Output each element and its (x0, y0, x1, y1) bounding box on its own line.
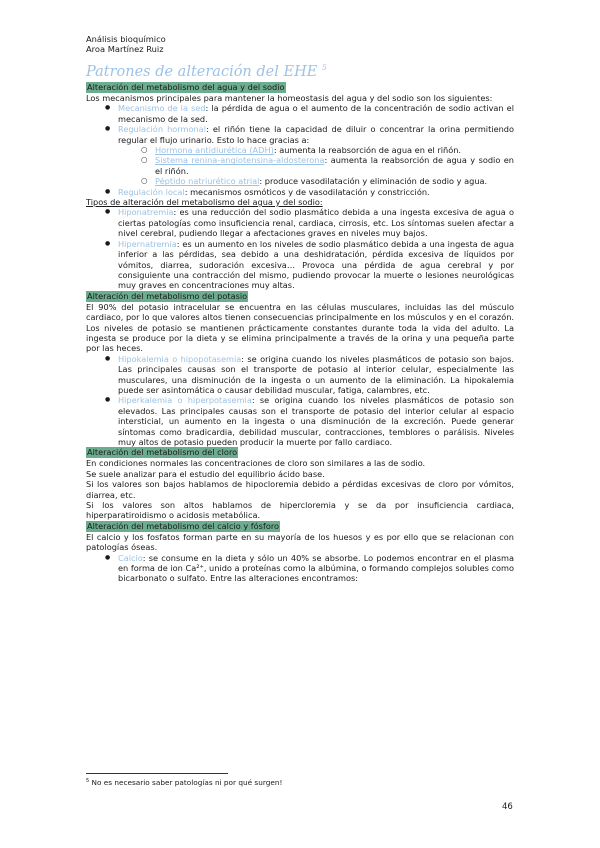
section-intro: El 90% del potasio intracelular se encuentra en las células musculares, incluidas las del músculo cardiaco, por lo que valores altos tienen consecuencias principalmente en los músculos y en el corazón. Los niveles de potasio se mantienen prácticamente constantes durante toda la vida del adulto. La ingesta se produce por la dieta y se elimina principalmente a través de la orina y una pequeña parte por las heces. (86, 301, 514, 354)
list-item: ● Calcio: se consume en la dieta y sólo un 40% se absorbe. Lo podemos encontrar en el plasma en forma de ion Ca²⁺, unido a proteínas como la albúmina, o formando complejos solubles como bicarbonato o sulfato. Entre las alteraciones encontramos: (118, 553, 514, 584)
sublist-item: ○ Hormona antidiurética (ADH): aumenta la reabsorción de agua en el riñón. (155, 145, 514, 155)
paragraph: Se suele analizar para el estudio del equilibrio ácido base. (86, 468, 325, 479)
list-item: ● Hipokalemia o hipopotasemia: se origina cuando los niveles plasmáticos de potasio son bajos. Las principales causas son el transporte de potasio al interior celular, especialmente las musculares, una disminución de la ingesta o un aumento de la eliminación. La hipokalemia puede ser asintomática o causar debilidad muscular, fatiga, calambres, etc. (118, 354, 514, 396)
list-item: ● Regulación hormonal: el riñón tiene la capacidad de diluir o concentrar la orina permitiendo regular el flujo urinario. Esto lo hace gracias a: ○ Hormona antidiurética (ADH): aumenta la reabsorción de agua en el riñón. ○ Sistema renina-angiotensina-aldosterona: aumenta la reabsorción de agua y sodio en el riñón. ○ Péptido natriurético atrial: produce vasodilatación y eliminación de sodio y agua. (118, 124, 514, 186)
list-item: ● Hiponatremia: es una reducción del sodio plasmático debida a una ingesta excesiva de agua o ciertas patologías como insuficiencia renal, cardiaca, cirrosis, etc. Los síntomas suelen afectar a nivel cerebral, pudiendo llegar a afectaciones graves en niveles muy bajos. (118, 207, 514, 238)
paragraph: En condiciones normales las concentraciones de cloro son similares a las de sodio. (86, 458, 426, 469)
sublist-item: ○ Péptido natriurético atrial: produce vasodilatación y eliminación de sodio y agua. (155, 176, 514, 186)
page-number: 46 (502, 802, 513, 812)
list-item: ● Hiperkalemia o hiperpotasemia: se origina cuando los niveles plasmáticos de potasio son elevados. Las principales causas son el transporte de potasio del interior celular al espacio intersticial, un aumento en la ingesta o una disminución de la excreción. Puede generar síntomas como bradicardia, debilidad muscular, contracciones, temblores o parálisis. Niveles muy altos de potasio pueden producir la muerte por fallo cardiaco. (118, 395, 514, 447)
section-heading-chlorine: Alteración del metabolismo del cloro (87, 447, 238, 458)
potassium-list (118, 354, 514, 448)
page-content (86, 34, 514, 584)
header-subject: Análisis bioquímico (86, 34, 166, 44)
footnote-divider (86, 773, 228, 774)
page-title-text: Patrones de alteración del EHE (86, 64, 318, 80)
title-footnote-ref[interactable]: 5 (321, 63, 327, 72)
sublist-item: ○ Sistema renina-angiotensina-aldosterona: aumenta la reabsorción de agua y sodio en el riñón. (155, 155, 514, 176)
paragraph: Si los valores son bajos hablamos de hipocloremia debido a pérdidas excesivas de cloro por vómitos, diarrea, etc. (86, 479, 514, 500)
types-list (118, 207, 514, 290)
section-heading-water-sodium: Alteración del metabolismo del agua y del sodio (87, 82, 285, 92)
section-heading-potassium: Alteración del metabolismo del potasio (87, 290, 248, 301)
section-intro: El calcio y los fosfatos forman parte en su mayoría de los huesos y es por ello que se relacionan con patologías óseas. (86, 531, 514, 553)
footnote: $^5$ No es necesario saber patologías ni por qué surgen! (86, 778, 283, 787)
list-item: ● Hipernatremia: es un aumento en los niveles de sodio plasmático debida a una ingesta de agua inferior a las pérdidas, sea debido a una deshidratación, pérdida excesiva de líquidos por vómitos, diarrea, sudoración excesiva… Provoca una pérdida de agua cerebral y por consiguiente una contracción del mismo, pudiendo provocar la muerte o lesiones neurológicas muy graves en concentraciones muy altas. (118, 239, 514, 291)
header-author: Aroa Martínez Ruiz (86, 44, 164, 54)
hormone-sublist (155, 145, 514, 187)
section-heading-calcium-phosphorus: Alteración del metabolismo del calcio y fósforo (87, 520, 280, 531)
list-item: ● Mecanismo de la sed: la pérdida de agua o el aumento de la concentración de sodio activan el mecanismo de la sed. (118, 103, 514, 124)
mechanism-list (118, 103, 514, 197)
section-intro: Los mecanismos principales para mantener la homeostasis del agua y del sodio son los siguientes: (86, 93, 493, 103)
list-item: ● Regulación local: mecanismos osmóticos y de vasodilatación y constricción. (118, 187, 514, 197)
paragraph: Si los valores son altos hablamos de hipercloremia y se da por insuficiencia cardiaca, hiperparatiroidismo o acidosis metabólica. (86, 500, 514, 521)
page-title (86, 59, 514, 81)
types-heading: Tipos de alteración del metabolismo del agua y del sodio: (86, 197, 323, 208)
calcium-list (118, 553, 514, 584)
